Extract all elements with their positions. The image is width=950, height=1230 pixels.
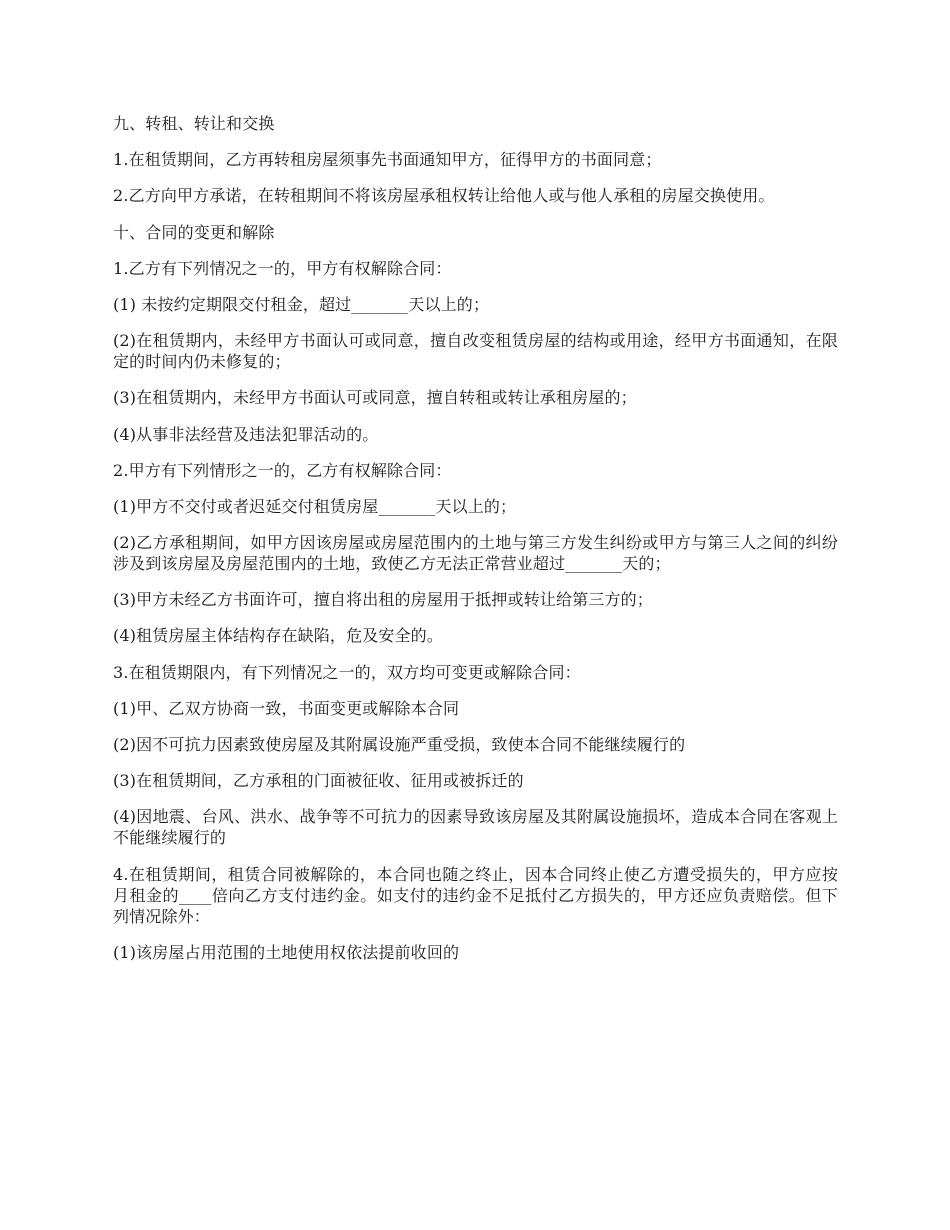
clause-10-1: 1.乙方有下列情况之一的，甲方有权解除合同： (113, 258, 452, 278)
clause-10-3-item-1: (1)甲、乙双方协商一致，书面变更或解除本合同 (113, 698, 460, 718)
clause-10-3-item-3: (3)在租赁期间，乙方承租的门面被征收、征用或被拆迁的 (113, 771, 524, 791)
clause-10-2-item-1: (1)甲方不交付或者迟延交付租赁房屋_______天以上的； (113, 496, 517, 516)
clause-10-1-item-2: (2)在租赁期内，未经甲方书面认可或同意，擅自改变租赁房屋的结构或用途，经甲方书面通知，在限定的时间内仍未修复的； (113, 331, 838, 372)
clause-9-2: 2.乙方向甲方承诺，在转租期间不将该房屋承租权转让给他人或与他人承租的房屋交换使用。 (113, 186, 775, 206)
clause-10-3: 3.在租赁期限内，有下列情况之一的，双方均可变更或解除合同： (113, 662, 581, 682)
clause-10-4-item-1: (1)该房屋占用范围的土地使用权依法提前收回的 (113, 942, 460, 962)
document-page (113, 113, 838, 978)
clause-10-2-item-4: (4)租赁房屋主体结构存在缺陷，危及安全的。 (113, 626, 443, 646)
clause-10-2-item-2: (2)乙方承租期间，如甲方因该房屋或房屋范围内的土地与第三方发生纠纷或甲方与第三人之间的纠纷涉及到该房屋及房屋范围内的土地，致使乙方无法正常营业超过_______天的； (113, 533, 838, 574)
clause-10-3-item-4: (4)因地震、台风、洪水、战争等不可抗力的因素导致该房屋及其附属设施损坏，造成本合同在客观上不能继续履行的 (113, 807, 838, 848)
clause-10-2: 2.甲方有下列情形之一的，乙方有权解除合同： (113, 460, 452, 480)
clause-10-2-item-3: (3)甲方未经乙方书面许可，擅自将出租的房屋用于抵押或转让给第三方的； (113, 590, 653, 610)
clause-10-4: 4.在租赁期间，租赁合同被解除的，本合同也随之终止，因本合同终止使乙方遭受损失的，甲方应按月租金的____倍向乙方支付违约金。如支付的违约金不足抵付乙方损失的，甲方还应负责赔偿。但下列情况除外： (113, 864, 838, 926)
clause-10-1-item-1: (1) 未按约定期限交付租金，超过_______天以上的； (113, 294, 490, 314)
clause-10-3-item-2: (2)因不可抗力因素致使房屋及其附属设施严重受损，致使本合同不能继续履行的 (113, 735, 686, 754)
section-heading-change-termination: 十、合同的变更和解除 (113, 222, 275, 242)
clause-10-1-item-4: (4)从事非法经营及违法犯罪活动的。 (113, 424, 379, 444)
clause-9-1: 1.在租赁期间，乙方再转租房屋须事先书面通知甲方，征得甲方的书面同意； (113, 150, 662, 170)
section-heading-sublease: 九、转租、转让和交换 (113, 114, 275, 133)
clause-10-1-item-3: (3)在租赁期内，未经甲方书面认可或同意，擅自转租或转让承租房屋的； (113, 388, 637, 408)
